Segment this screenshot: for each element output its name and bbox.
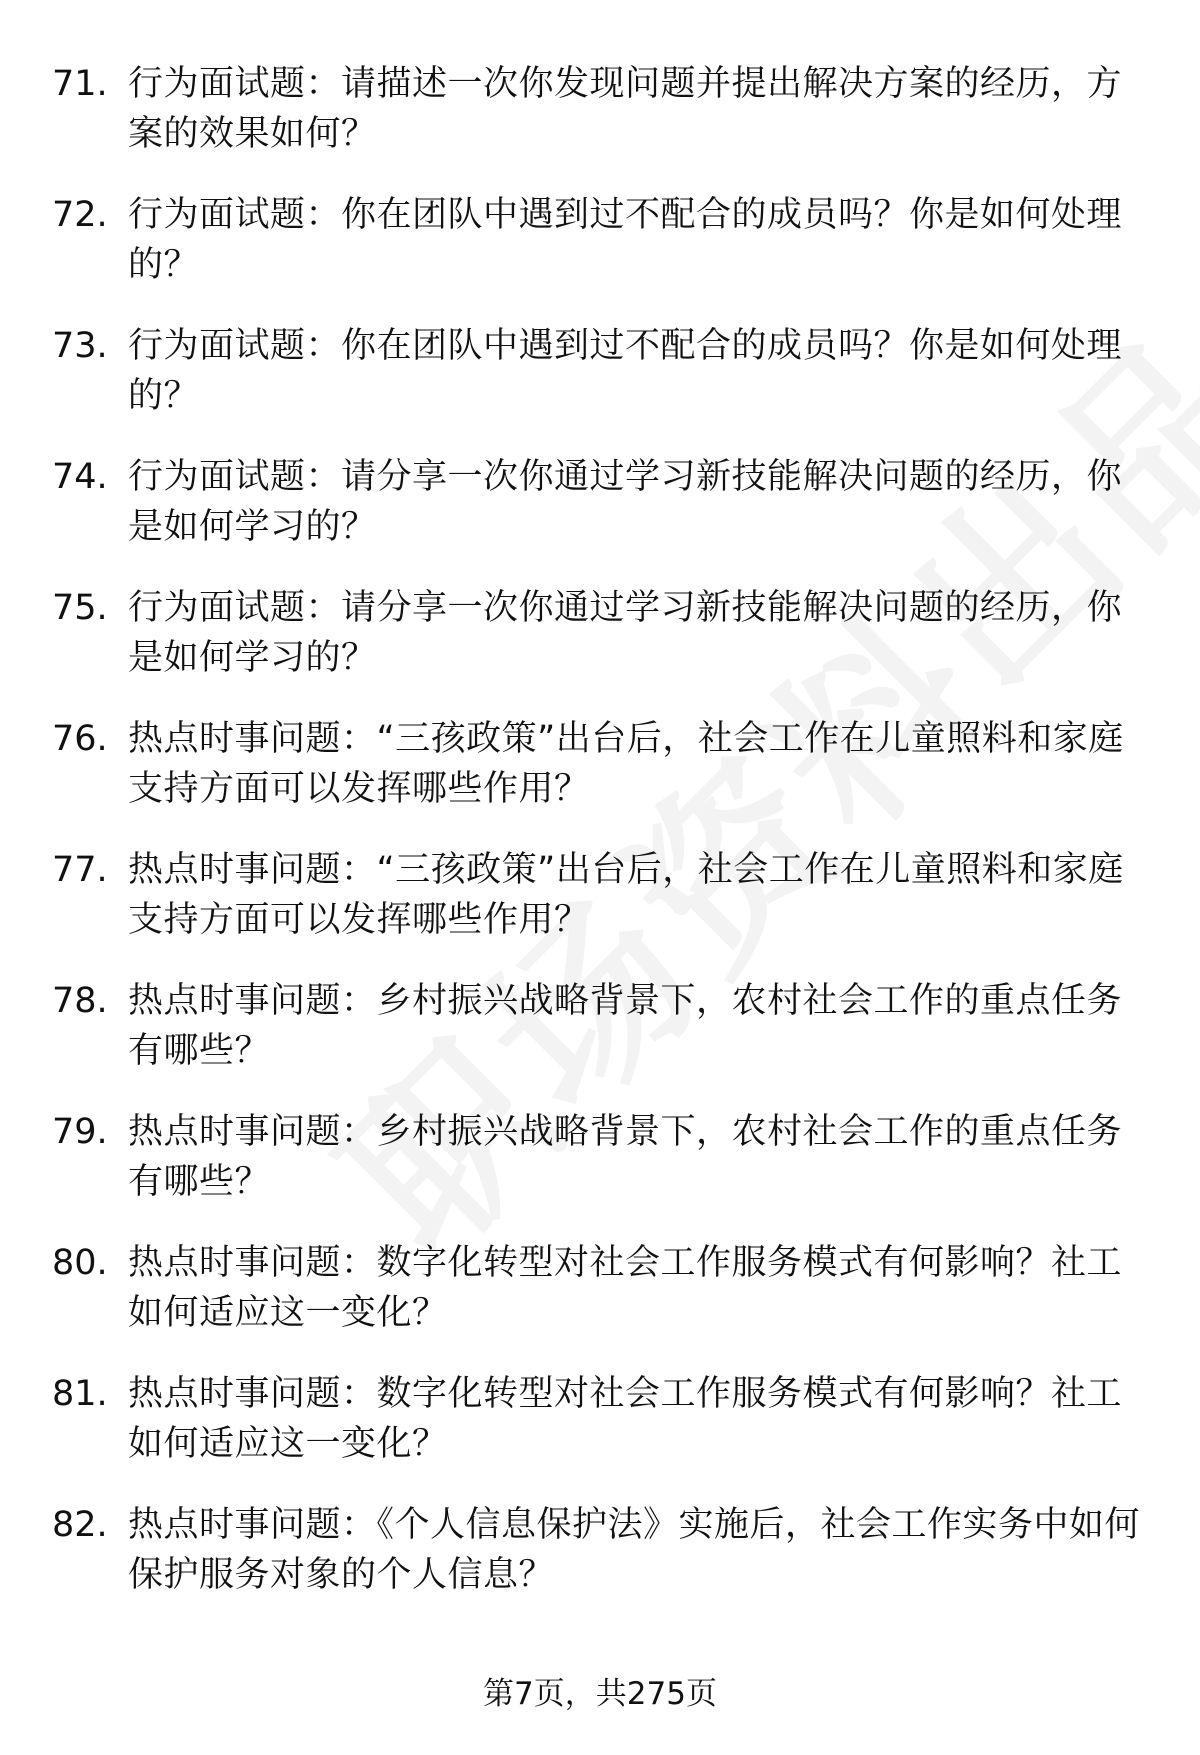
question-item xyxy=(0,321,1200,452)
question-text: 热点时事问题：《个人信息保护法》实施后，社会工作实务中如何保护服务对象的个人信息？ xyxy=(128,1505,1141,1595)
question-number: 82. xyxy=(52,1505,108,1545)
page-footer xyxy=(0,1672,1200,1716)
question-text: 热点时事问题：数字化转型对社会工作服务模式有何影响？社工如何适应这一变化？ xyxy=(128,1243,1123,1333)
question-text: 行为面试题：请分享一次你通过学习新技能解决问题的经历，你是如何学习的？ xyxy=(128,588,1123,678)
question-item xyxy=(0,583,1200,714)
question-text: 热点时事问题：“三孩政策”出台后，社会工作在儿童照料和家庭支持方面可以发挥哪些作用？ xyxy=(128,850,1124,940)
question-number: 76. xyxy=(52,719,108,759)
question-number: 79. xyxy=(52,1112,108,1152)
question-item xyxy=(0,59,1200,190)
question-item xyxy=(0,976,1200,1107)
question-item xyxy=(0,190,1200,321)
question-text: 热点时事问题：数字化转型对社会工作服务模式有何影响？社工如何适应这一变化？ xyxy=(128,1374,1123,1464)
question-number: 78. xyxy=(52,981,108,1021)
question-item xyxy=(0,1107,1200,1238)
question-item xyxy=(0,1500,1200,1631)
question-item xyxy=(0,714,1200,845)
question-text: 热点时事问题：“三孩政策”出台后，社会工作在儿童照料和家庭支持方面可以发挥哪些作用？ xyxy=(128,719,1124,809)
question-number: 77. xyxy=(52,850,108,890)
question-number: 80. xyxy=(52,1243,108,1283)
question-number: 75. xyxy=(52,588,108,628)
question-item xyxy=(0,1238,1200,1369)
question-item xyxy=(0,1369,1200,1500)
question-text: 行为面试题：请描述一次你发现问题并提出解决方案的经历，方案的效果如何？ xyxy=(128,64,1123,154)
question-text: 热点时事问题：乡村振兴战略背景下，农村社会工作的重点任务有哪些？ xyxy=(128,1112,1123,1202)
question-number: 74. xyxy=(52,457,108,497)
question-text: 行为面试题：你在团队中遇到过不配合的成员吗？你是如何处理的？ xyxy=(128,326,1123,416)
question-list xyxy=(0,59,1200,1631)
page-number-label: 第7页，共275页 xyxy=(483,1676,717,1712)
question-number: 73. xyxy=(52,326,108,366)
question-text: 热点时事问题：乡村振兴战略背景下，农村社会工作的重点任务有哪些？ xyxy=(128,981,1123,1071)
question-number: 72. xyxy=(52,195,108,235)
question-text: 行为面试题：请分享一次你通过学习新技能解决问题的经历，你是如何学习的？ xyxy=(128,457,1123,547)
question-item xyxy=(0,452,1200,583)
question-number: 81. xyxy=(52,1374,108,1414)
question-item xyxy=(0,845,1200,976)
question-text: 行为面试题：你在团队中遇到过不配合的成员吗？你是如何处理的？ xyxy=(128,195,1123,285)
question-number: 71. xyxy=(52,64,108,104)
